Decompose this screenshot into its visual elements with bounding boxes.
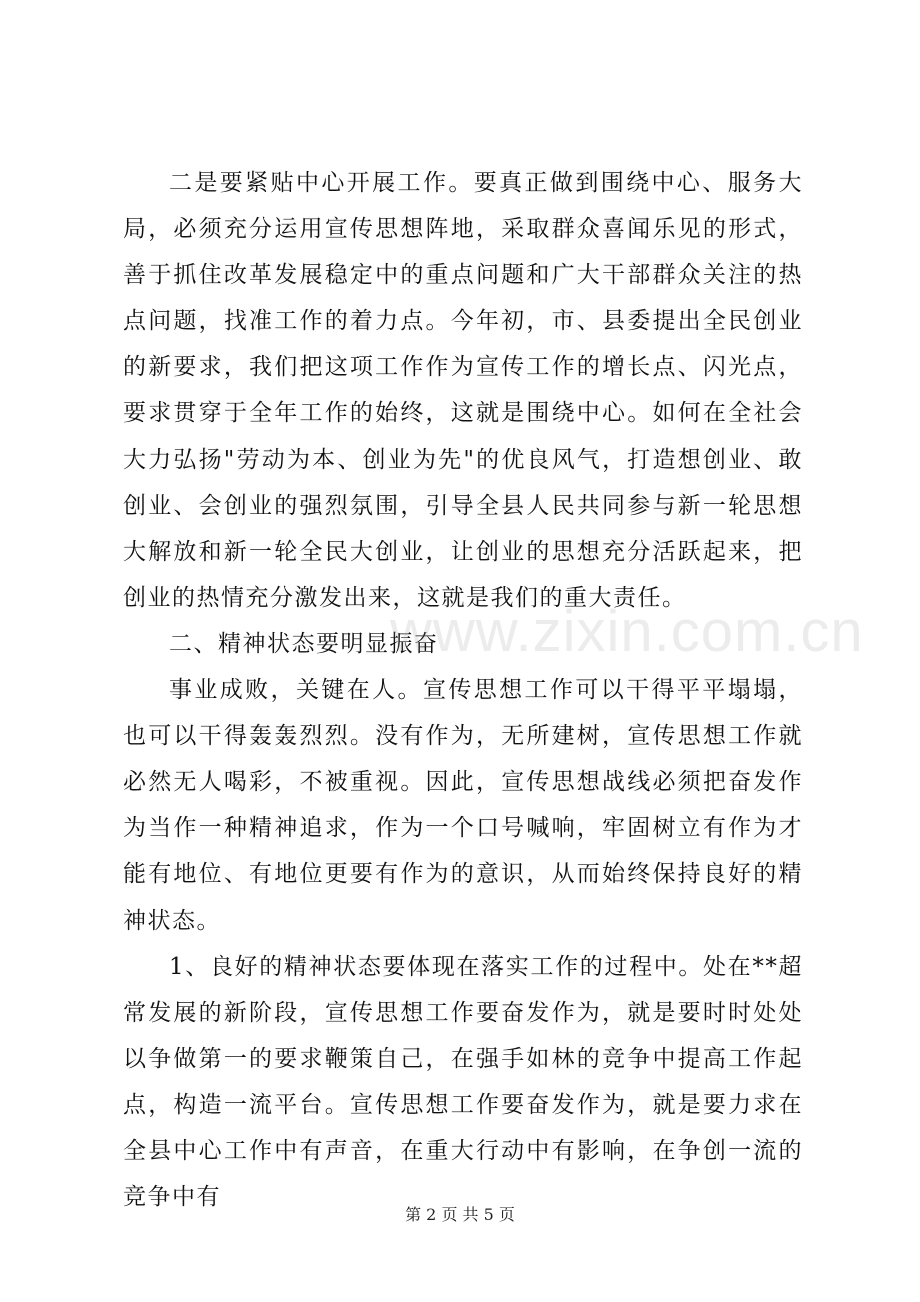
section-heading-spirit: 二、精神状态要明显振奋 (169, 630, 439, 657)
paragraph-center-work: 二是要紧贴中心开展工作。要真正做到围绕中心、服务大局，必须充分运用宣传思想阵地，采取群众喜闻乐见的形式，善于抓住改革发展稳定中的重点问题和广大干部群众关注的热点问题，找准工作的着力点。今年初，市、县委提出全民创业的新要求，我们把这项工作作为宣传工作的增长点、闪光点，要求贯穿于全年工作的始终，这就是围绕中心。如何在全社会大力弘扬"劳动为本、创业为先"的优良风气，打造想创业、敢创业、会创业的强烈氛围，引导全县人民共同参与新一轮思想大解放和新一轮全民大创业，让创业的思想充分活跃起来，把创业的热情充分激发出来，这就是我们的重大责任。 (123, 170, 803, 611)
document-body (123, 160, 803, 1220)
page-footer: 第 2 页 共 5 页 (405, 1205, 515, 1224)
paragraph-item-1: 1、良好的精神状态要体现在落实工作的过程中。处在**超常发展的新阶段，宣传思想工作要奋发作为，就是要时时处处以争做第一的要求鞭策自己，在强手如林的竞争中提高工作起点，构造一流平台。宣传思想工作要奋发作为，就是要力求在全县中心工作中有声音，在重大行动中有影响，在争创一流的竞争中有 (123, 953, 803, 1211)
watermark: www.zixin.com.cn (390, 599, 864, 664)
paragraph-success-people: 事业成败，关键在人。宣传思想工作可以干得平平塌塌，也可以干得轰轰烈烈。没有作为，无所建树，宣传思想工作就必然无人喝彩，不被重视。因此，宣传思想战线必须把奋发作为当作一种精神追求，作为一个口号喊响，牢固树立有作为才能有地位、有地位更要有作为的意识，从而始终保持良好的精神状态。 (123, 677, 803, 934)
